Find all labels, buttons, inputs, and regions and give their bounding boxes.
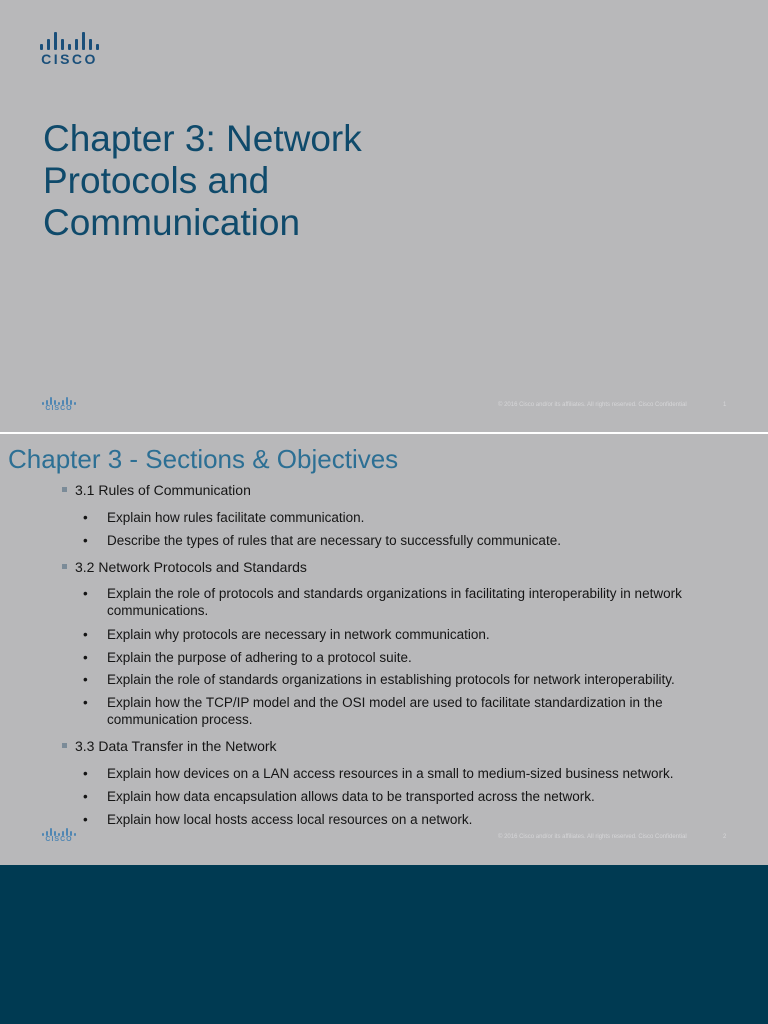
- objective-item: • Explain how data encapsulation allows data to be transported across the network.: [83, 789, 595, 804]
- copyright-note: © 2016 Cisco and/or its affiliates. All rights reserved. Cisco Confidential: [498, 834, 687, 840]
- bullet-icon: •: [83, 627, 88, 642]
- objective-item: • Explain how local hosts access local resources on a network.: [83, 812, 473, 827]
- square-bullet-icon: [62, 743, 67, 748]
- objective-item: • Explain the role of standards organizations in establishing protocols for network interoperability.: [83, 672, 675, 687]
- bullet-icon: •: [83, 695, 88, 710]
- section-label: 3.3 Data Transfer in the Network: [75, 738, 277, 754]
- footer-logo-text: CISCO: [45, 405, 73, 412]
- footer-cisco-logo: [42, 397, 76, 412]
- objective-item: • Explain the role of protocols and standards organizations in facilitating interoperability in network communications.: [83, 586, 682, 618]
- title-slide: [0, 0, 768, 432]
- bullet-icon: •: [83, 789, 88, 804]
- objective-item: • Explain how devices on a LAN access resources in a small to medium-sized business network.: [83, 766, 674, 781]
- slide-title-line: Chapter 3: Network: [43, 118, 362, 159]
- square-bullet-icon: [62, 564, 67, 569]
- bullet-icon: •: [83, 812, 88, 827]
- objective-item: • Describe the types of rules that are necessary to successfully communicate.: [83, 533, 561, 548]
- cisco-logo: [40, 32, 99, 67]
- objectives-slide: [0, 434, 768, 865]
- footer-cisco-logo: [42, 828, 76, 843]
- square-bullet-icon: [62, 487, 67, 492]
- bullet-icon: •: [83, 672, 88, 687]
- copyright-note: © 2016 Cisco and/or its affiliates. All rights reserved. Cisco Confidential: [498, 402, 687, 408]
- bullet-icon: •: [83, 766, 88, 781]
- section-heading: [62, 559, 307, 575]
- objective-item: • Explain why protocols are necessary in network communication.: [83, 627, 490, 642]
- cisco-bars-icon: [42, 828, 76, 836]
- objective-item: • Explain the purpose of adhering to a protocol suite.: [83, 650, 412, 665]
- cisco-bars-icon: [42, 397, 76, 405]
- section-label: 3.2 Network Protocols and Standards: [75, 559, 307, 575]
- section-heading: [62, 738, 277, 754]
- objectives-title: Chapter 3 - Sections & Objectives: [8, 444, 399, 474]
- section-label: 3.1 Rules of Communication: [75, 482, 251, 498]
- bullet-icon: •: [83, 510, 88, 525]
- slide-title-line: Protocols and: [43, 160, 270, 201]
- cisco-logo-text: CISCO: [41, 51, 98, 67]
- bullet-icon: •: [83, 586, 88, 601]
- cisco-bars-icon: [40, 32, 99, 50]
- footer-logo-text: CISCO: [45, 836, 73, 843]
- objective-item: • Explain how rules facilitate communication.: [83, 510, 365, 525]
- background-panel: [0, 865, 768, 1024]
- bullet-icon: •: [83, 533, 88, 548]
- objective-item: • Explain how the TCP/IP model and the OSI model are used to facilitate standardization in the communication process.: [83, 695, 663, 727]
- bullet-icon: •: [83, 650, 88, 665]
- page-number: 1: [723, 402, 727, 408]
- page-number: 2: [723, 834, 727, 840]
- slide-title-line: Communication: [43, 202, 301, 243]
- slide-title: [43, 118, 362, 244]
- section-heading: [62, 482, 251, 498]
